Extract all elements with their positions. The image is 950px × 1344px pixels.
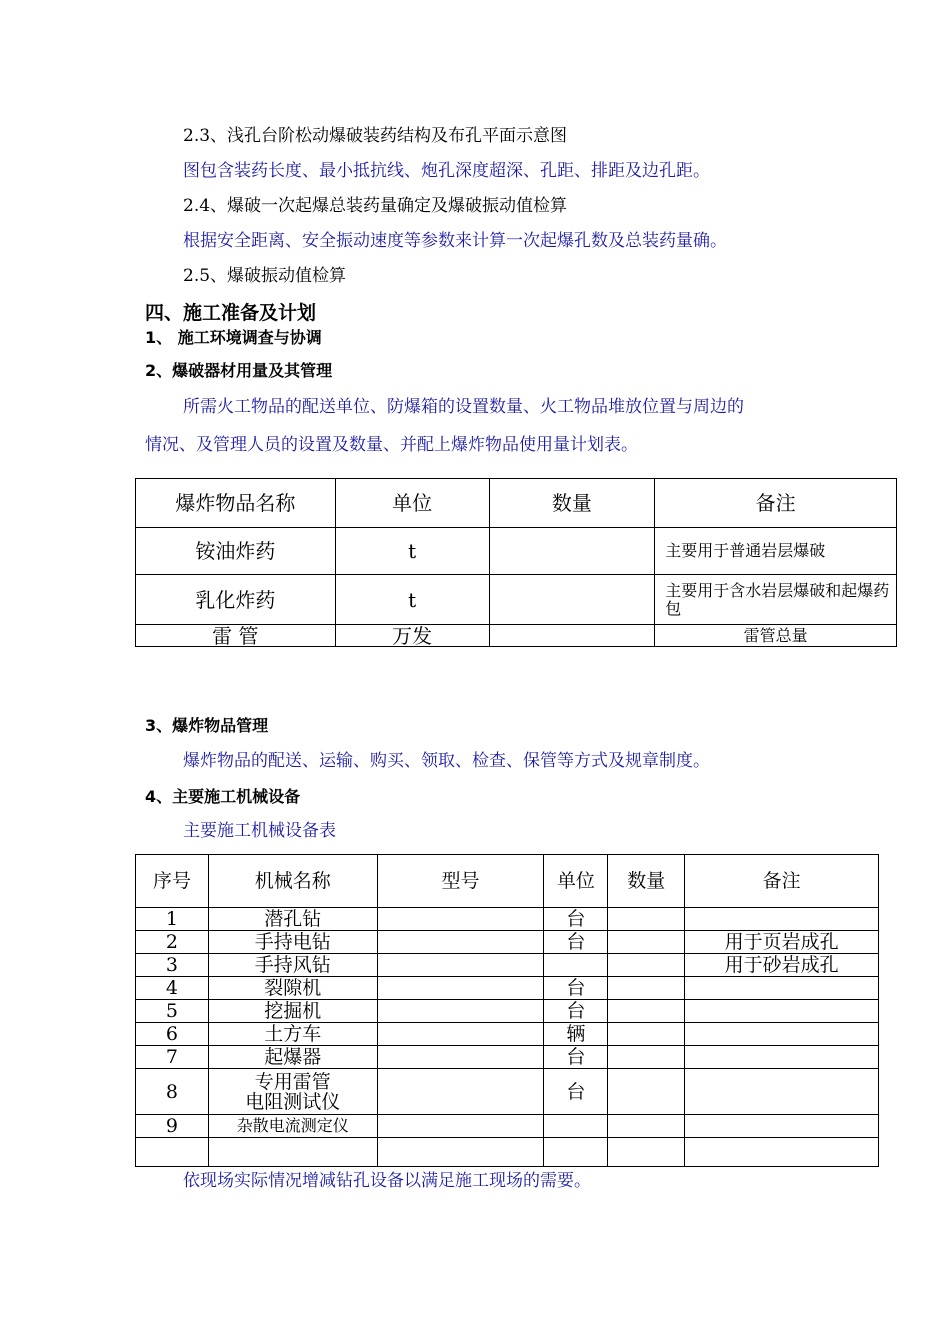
table-cell — [208, 1138, 377, 1167]
table-cell — [608, 1069, 685, 1115]
table-cell — [608, 931, 685, 954]
table-row — [136, 575, 897, 625]
table-cell: 土方车 — [208, 1023, 377, 1046]
table-cell — [685, 1023, 879, 1046]
table-cell — [377, 1115, 544, 1138]
table-cell — [685, 1046, 879, 1069]
table-cell: 4 — [136, 977, 209, 1000]
section-2-5: 2.5、爆破振动值检算 — [183, 266, 347, 286]
table-cell: 挖掘机 — [208, 1000, 377, 1023]
table-cell — [544, 954, 608, 977]
section-2-3: 2.3、浅孔台阶松动爆破装药结构及布孔平面示意图 — [183, 126, 568, 146]
heading-4-1: 1、 施工环境调查与协调 — [145, 328, 322, 347]
table-cell — [608, 1138, 685, 1167]
table-cell — [377, 954, 544, 977]
header-cell: 机械名称 — [208, 855, 377, 908]
table-cell: 手持风钻 — [208, 954, 377, 977]
table-cell: 2 — [136, 931, 209, 954]
table-cell — [377, 1000, 544, 1023]
table-cell: 1 — [136, 908, 209, 931]
table-cell: 专用雷管 电阻测试仪 — [208, 1069, 377, 1115]
header-cell: 备注 — [655, 479, 897, 528]
table-cell: 雷管总量 — [655, 625, 897, 647]
table-cell — [136, 1138, 209, 1167]
equipment-table — [135, 854, 879, 1167]
table-cell — [608, 1046, 685, 1069]
table-cell: 乳化炸药 — [136, 575, 336, 625]
table-row — [136, 1046, 879, 1069]
table-cell: 台 — [544, 1069, 608, 1115]
table-cell: 手持电钻 — [208, 931, 377, 954]
table-cell — [608, 1000, 685, 1023]
table-cell: 用于页岩成孔 — [685, 931, 879, 954]
table-cell: 台 — [544, 1046, 608, 1069]
para-4-3: 爆炸物品的配送、运输、购买、领取、检查、保管等方式及规章制度。 — [183, 751, 710, 771]
table-row — [136, 977, 879, 1000]
table-cell: 辆 — [544, 1023, 608, 1046]
table-cell — [608, 954, 685, 977]
para-4-2-line2: 情况、及管理人员的设置及数量、并配上爆炸物品使用量计划表。 — [145, 435, 638, 455]
table-cell — [377, 1138, 544, 1167]
table-cell — [608, 977, 685, 1000]
table-row — [136, 931, 879, 954]
para-4-2-line1: 所需火工物品的配送单位、防爆箱的设置数量、火工物品堆放位置与周边的 — [183, 397, 744, 417]
header-cell: 型号 — [377, 855, 544, 908]
section-2-3-note: 图包含装药长度、最小抵抗线、炮孔深度超深、孔距、排距及边孔距。 — [183, 161, 710, 181]
table-cell — [377, 931, 544, 954]
table-cell: 台 — [544, 1000, 608, 1023]
table-cell: 裂隙机 — [208, 977, 377, 1000]
table-cell — [489, 528, 655, 575]
header-cell: 数量 — [489, 479, 655, 528]
chapter-4-title: 四、施工准备及计划 — [145, 302, 317, 324]
table-cell: 雷 管 — [136, 625, 336, 647]
table-cell — [685, 1138, 879, 1167]
table-row — [136, 1069, 879, 1115]
table-cell — [489, 625, 655, 647]
section-2-4: 2.4、爆破一次起爆总装药量确定及爆破振动值检算 — [183, 196, 568, 216]
table-cell: t — [335, 575, 489, 625]
equipment-table-caption: 主要施工机械设备表 — [183, 821, 336, 841]
table-cell — [377, 908, 544, 931]
table-cell: 8 — [136, 1069, 209, 1115]
equipment-footer-note: 依现场实际情况增减钻孔设备以满足施工现场的需要。 — [183, 1171, 591, 1191]
header-cell: 单位 — [335, 479, 489, 528]
header-cell: 备注 — [685, 855, 879, 908]
table-cell — [377, 1069, 544, 1115]
table-cell — [377, 977, 544, 1000]
table-cell — [489, 575, 655, 625]
table-cell — [608, 1023, 685, 1046]
table-row — [136, 625, 897, 647]
table-row — [136, 908, 879, 931]
table-cell: 万发 — [335, 625, 489, 647]
table-cell: 5 — [136, 1000, 209, 1023]
section-2-4-note: 根据安全距离、安全振动速度等参数来计算一次起爆孔数及总装药量确。 — [183, 231, 727, 251]
table-cell — [685, 1069, 879, 1115]
header-cell: 序号 — [136, 855, 209, 908]
table-row — [136, 1000, 879, 1023]
table-cell — [685, 908, 879, 931]
table-cell: 主要用于含水岩层爆破和起爆药包 — [655, 575, 897, 625]
heading-4-3: 3、爆炸物品管理 — [145, 716, 269, 735]
table-cell: 3 — [136, 954, 209, 977]
header-cell: 爆炸物品名称 — [136, 479, 336, 528]
table-cell: t — [335, 528, 489, 575]
table-cell — [608, 1115, 685, 1138]
table-cell — [377, 1046, 544, 1069]
table-cell — [544, 1138, 608, 1167]
table-cell: 台 — [544, 931, 608, 954]
table-cell: 7 — [136, 1046, 209, 1069]
table-cell — [685, 977, 879, 1000]
table-cell: 杂散电流测定仪 — [208, 1115, 377, 1138]
table-cell: 铵油炸药 — [136, 528, 336, 575]
table-cell: 潜孔钻 — [208, 908, 377, 931]
table-cell: 台 — [544, 977, 608, 1000]
header-cell: 单位 — [544, 855, 608, 908]
explosives-table — [135, 478, 897, 647]
table-row — [136, 1023, 879, 1046]
table-cell: 台 — [544, 908, 608, 931]
table-row — [136, 528, 897, 575]
table-cell: 主要用于普通岩层爆破 — [655, 528, 897, 575]
table-row — [136, 954, 879, 977]
table-cell: 用于砂岩成孔 — [685, 954, 879, 977]
table-row — [136, 1115, 879, 1138]
table-cell — [544, 1115, 608, 1138]
table-row — [136, 1138, 879, 1167]
table-cell — [377, 1023, 544, 1046]
table-cell: 6 — [136, 1023, 209, 1046]
table-cell — [608, 908, 685, 931]
heading-4-4: 4、主要施工机械设备 — [145, 787, 301, 806]
heading-4-2: 2、爆破器材用量及其管理 — [145, 361, 333, 380]
table-cell: 起爆器 — [208, 1046, 377, 1069]
header-cell: 数量 — [608, 855, 685, 908]
table-cell — [685, 1000, 879, 1023]
table-cell — [685, 1115, 879, 1138]
table-cell: 9 — [136, 1115, 209, 1138]
